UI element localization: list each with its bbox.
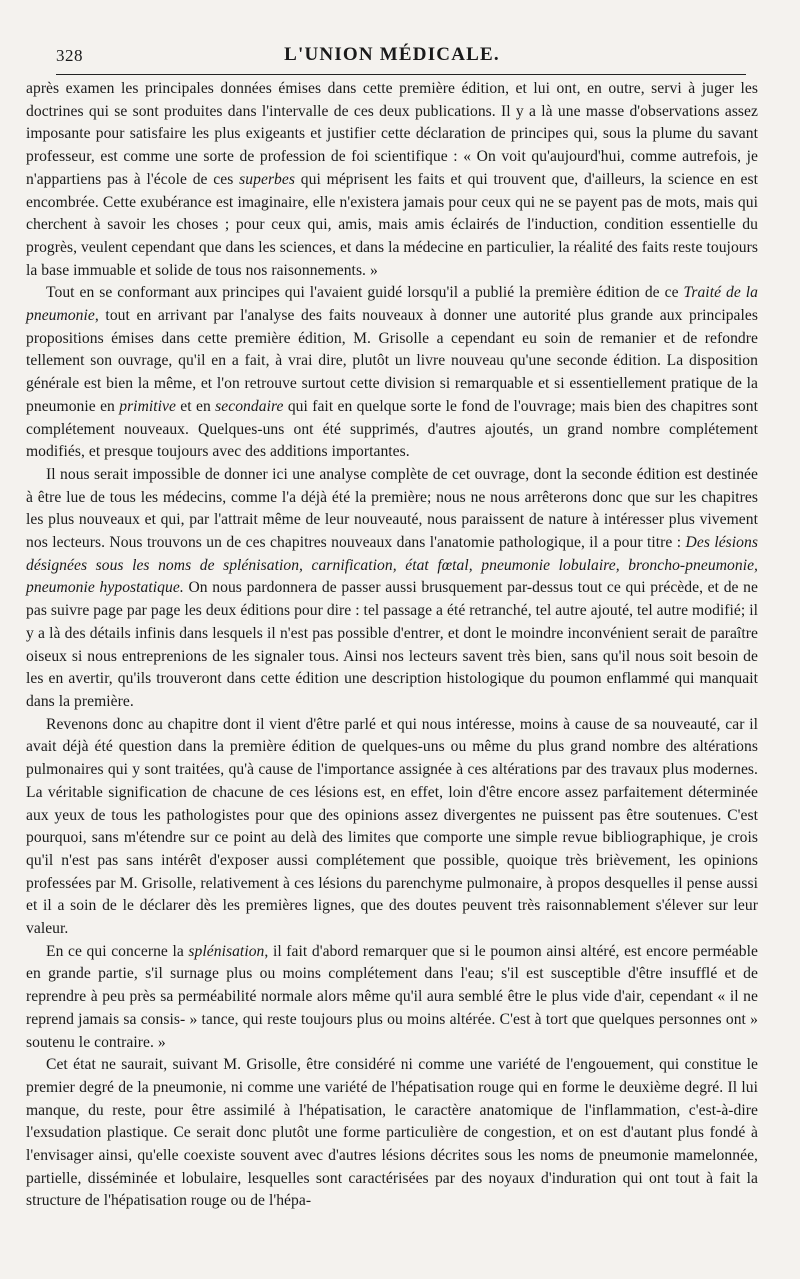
italic-run: Des lésions désignées sous les noms de splénisation, carnification, état fœtal, pneumonie lobulaire, broncho-pneumonie, pneumonie hypostatique. bbox=[26, 534, 758, 597]
paragraph bbox=[26, 1054, 758, 1213]
page-header bbox=[26, 0, 758, 78]
text-run: Il nous serait impossible de donner ici une analyse complète de cet ouvrage, dont la seconde édition est destinée à être lue de tous les médecins, comme l'a déjà été la première; nous ne nous arrêterons donc que sur les chapitres les plus nouveaux et qui, par l'attrait même de leur nouveauté, nous paraissent de nature à intéresser plus vivement nos lecteurs. Nous trouvons un de ces chapitres nouveaux dans l'anatomie pathologique, il a pour titre : bbox=[26, 465, 758, 552]
paragraph bbox=[26, 282, 758, 464]
paragraph bbox=[26, 941, 758, 1055]
running-title: L'UNION MÉDICALE. bbox=[284, 44, 500, 65]
text-run: Revenons donc au chapitre dont il vient d'être parlé et qui nous intéresse, moins à cause de sa nouveauté, car il avait déjà été question dans la première édition de quelques-uns ou même du plus grand nombre des altérations pulmonaires qui y sont traitées, qu'à cause de l'importance assignée à ces altérations par des travaux plus modernes. La véritable signification de chacune de ces lésions est, en effet, loin d'être encore assez parfaitement déterminée aux yeux de tous les pathologistes pour que des opinions assez divergentes ne puissent pas être soutenues. C'est pourquoi, sans m'étendre sur ce point au delà des limites que comporte une simple revue bibliographique, je crois qu'il n'est pas sans intérêt d'exposer aussi complétement que possible, quoique très brièvement, les opinions professées par M. Grisolle, relativement à ces lésions du parenchyme pulmonaire, à propos desquelles il pense aussi et il a soin de le déclarer dès les premières lignes, que des doutes peuvent très raisonnablement s'élever sur leur valeur. bbox=[26, 715, 758, 938]
text-run: après examen les principales données émises dans cette première édition, et lui ont, en outre, servi à juger les doctrines qui se sont produites dans l'intervalle de ces deux publications. Il y a là une masse d'observations assez imposante pour satisfaire les plus exigeants et justifier cette déclaration de principes qui, sous la plume du savant professeur, est comme une sorte de profession de foi scientifique : « On voit qu'aujourd'hui, comme autrefois, je n'appartiens pas à l'école de ces bbox=[26, 80, 758, 188]
text-run: Cet état ne saurait, suivant M. Grisolle, être considéré ni comme une variété de l'engouement, qui constitue le premier degré de la pneumonie, ni comme une variété de l'hépatisation rouge qui en forme le deuxième degré. Il lui manque, du reste, pour être assimilé à l'hépatisation, le caractère anatomique de l'inflammation, c'est-à-dire l'exsudation plastique. Ce serait donc plutôt une forme particulière de congestion, et on est d'autant plus fondé à l'envisager ainsi, qu'elle coexiste souvent avec d'autres lésions décrites sous les noms de pneumonie mamelonnée, partielle, disséminée et lobulaire, lesquelles sont caractérisées par des noyaux d'induration qui ont tout à fait la structure de l'hépatisation rouge ou de l'hépa- bbox=[26, 1056, 758, 1210]
italic-run: splénisation bbox=[188, 942, 265, 960]
text-run: et en bbox=[175, 397, 216, 415]
paragraph bbox=[26, 464, 758, 714]
italic-run: Traité de la pneumonie bbox=[26, 284, 758, 325]
text-run: Tout en se conformant aux principes qui l'avaient guidé lorsqu'il a publié la première édition de ce bbox=[46, 284, 684, 302]
text-run: On nous pardonnera de passer aussi brusquement par-dessus tout ce qui précède, et de ne pas suivre page par page les deux éditions pour dire : tel passage a été retranché, tel autre ajouté, tel autre modifié; il y a là des détails infinis dans lesquels il n'est pas possible d'entrer, et dont le moindre inconvénient serait de paraître oiseux si nous entreprenions de les signaler tous. Ainsi nos lecteurs savent très bien, sans qu'il nous soit besoin de les en avertir, qu'ils trouveront dans cette édition une description histologique du poumon enflammé qui manquait dans la première. bbox=[26, 579, 758, 710]
text-run: , tout en arrivant par l'analyse des faits nouveaux à donner une autorité plus grande aux principales propositions émises dans cette première édition, M. Grisolle a cependant eu soin de remanier et de refondre tellement son ouvrage, qu'il en a fait, à vrai dire, plutôt un livre nouveau qu'une seconde édition. La disposition générale est bien la même, et l'on retrouve surtout cette division si remarquable et si essentiellement pratique de la pneumonie en bbox=[26, 307, 758, 415]
header-rule bbox=[56, 74, 746, 75]
paragraph bbox=[26, 78, 758, 282]
text-run: , il fait d'abord remarquer que si le poumon ainsi altéré, est encore perméable en grande partie, s'il surnage plus ou moins complétement dans l'eau; s'il est susceptible d'être insufflé et de reprendre à peu près sa perméabilité normale alors même qu'il aura semblé être le plus vide d'air, cependant « il ne reprend jamais sa consis- » tance, qui reste toujours plus ou moins altérée. C'est à tort que quelques personnes ont » soutenu le contraire. » bbox=[26, 942, 758, 1051]
text-run: qui méprisent les faits et qui trouvent que, d'ailleurs, la science en est encombrée. Cette exubérance est imaginaire, elle n'existera jamais pour ceux qui ne se payent pas de mots, mais qui cherchent à savoir les choses ; pour ceux qui, amis, mais amis éclairés de l'induction, condition essentielle du progrès, veulent cependant que dans les sciences, et dans la médecine en particulier, la réalité des faits reste toujours la base immuable et solide de tous nos raisonnements. » bbox=[26, 170, 758, 279]
text-run: En ce qui concerne la bbox=[46, 942, 189, 960]
body-text bbox=[26, 78, 758, 1213]
italic-run: primitive bbox=[119, 397, 176, 415]
paragraph bbox=[26, 714, 758, 941]
page-number: 328 bbox=[56, 46, 83, 65]
italic-run: superbes bbox=[239, 170, 295, 188]
text-run: qui fait en quelque sorte le fond de l'ouvrage; mais bien des chapitres sont complétement nouveaux. Quelques-uns ont été supprimés, d'autres ajoutés, un grand nombre complétement modifiés, et presque toujours avec des additions importantes. bbox=[26, 397, 758, 461]
italic-run: secondaire bbox=[215, 397, 284, 415]
